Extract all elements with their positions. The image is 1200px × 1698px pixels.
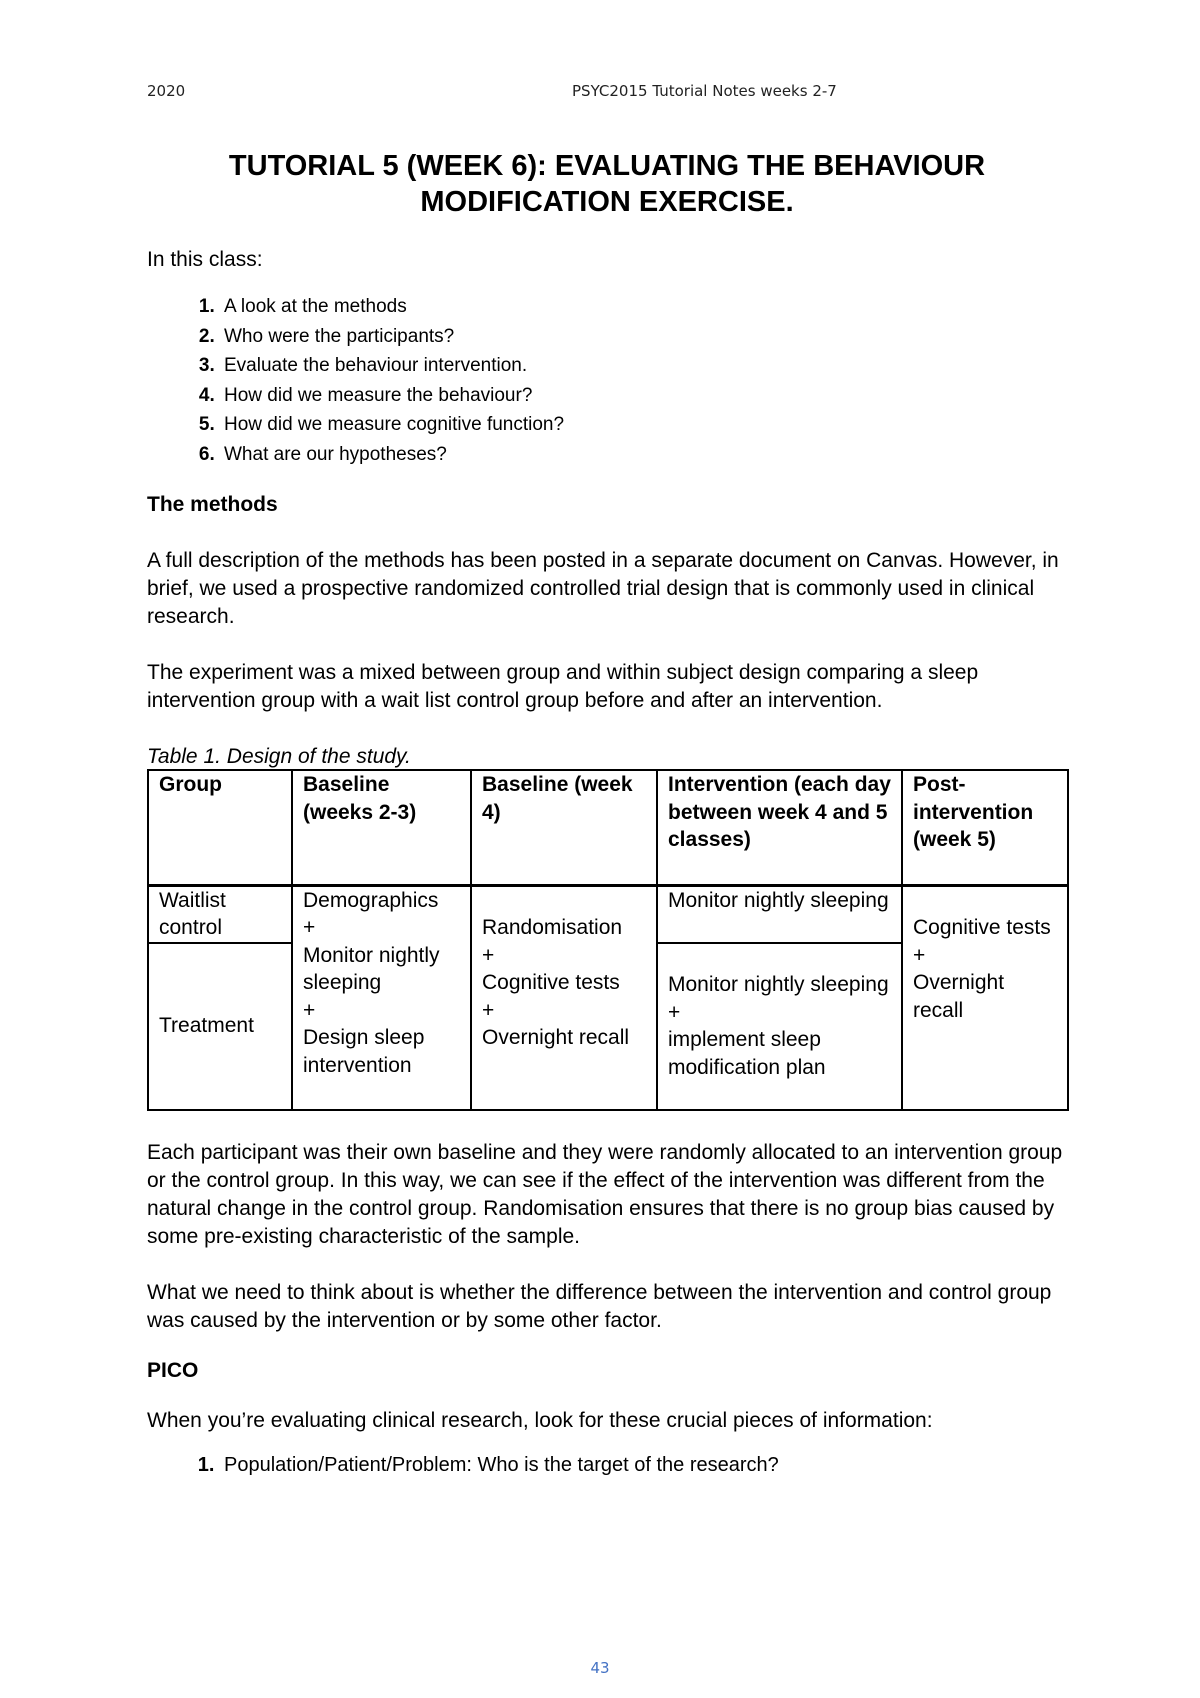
cell-intervention-treatment bbox=[657, 943, 902, 1110]
cell-line: + bbox=[482, 943, 495, 967]
cell-baseline-1 bbox=[292, 885, 471, 1110]
pico-heading: PICO bbox=[147, 1358, 199, 1382]
methods-heading: The methods bbox=[147, 493, 278, 516]
cell-line: Randomisation bbox=[482, 916, 623, 939]
pico-item: 1. Population/Patient/Problem: Who is the target of the research? bbox=[220, 1451, 1067, 1481]
cell-line: Demographics bbox=[303, 888, 439, 912]
cell-line: + bbox=[913, 943, 926, 967]
cell-intervention-waitlist: Monitor nightly sleeping bbox=[657, 885, 902, 943]
cell-baseline-2 bbox=[471, 885, 657, 1110]
pico-intro: When you’re evaluating clinical research, look for these crucial pieces of information: bbox=[147, 1408, 933, 1432]
cell-line: implement sleep modification plan bbox=[668, 1028, 826, 1079]
column-header-group: Group bbox=[148, 770, 292, 885]
agenda-item: 6. What are our hypotheses? bbox=[220, 440, 1067, 470]
pico-list bbox=[147, 1451, 1067, 1481]
page-number: 43 bbox=[590, 1659, 610, 1677]
document-body bbox=[147, 148, 1067, 1480]
column-header-intervention: Intervention (each day between week 4 and 5 classes) bbox=[657, 770, 902, 885]
cell-line: Overnight recall bbox=[482, 1026, 630, 1049]
page-header bbox=[147, 82, 1053, 106]
cell-line: Overnight recall bbox=[913, 971, 1005, 1022]
cell-line: + bbox=[303, 916, 316, 939]
agenda-item: 1. A look at the methods bbox=[220, 292, 1067, 322]
study-design-table bbox=[147, 769, 1069, 1111]
column-header-post-intervention: Post-intervention (week 5) bbox=[902, 770, 1068, 885]
intro-text: In this class: bbox=[147, 248, 263, 271]
design-explanation-paragraph: Each participant was their own baseline and they were randomly allocated to an intervention group or the control group. In this way, we can see if the effect of the intervention was different from the natural change in the control group. Randomisation ensures that there is no group bias caused by some pre-existing characteristic of the sample. bbox=[147, 1140, 1063, 1248]
row-label-waitlist: Waitlist control bbox=[148, 885, 292, 943]
agenda-item: 5. How did we measure cognitive function? bbox=[220, 410, 1067, 440]
agenda-list bbox=[147, 292, 1067, 469]
table-caption: Table 1. Design of the study. bbox=[147, 745, 411, 768]
cell-line: Monitor nightly sleeping bbox=[303, 943, 440, 994]
cell-line: + bbox=[303, 998, 316, 1022]
column-header-baseline-weeks: Baseline (weeks 2-3) bbox=[292, 770, 471, 885]
methods-paragraph-1: A full description of the methods has been posted in a separate document on Canvas. However, in brief, we used a prospective randomized controlled trial design that is commonly used in clinical research. bbox=[147, 549, 1059, 628]
confound-paragraph: What we need to think about is whether the difference between the intervention and control group was caused by the intervention or by some other factor. bbox=[147, 1280, 1052, 1332]
header-year: 2020 bbox=[147, 82, 186, 100]
cell-line: Monitor nightly sleeping bbox=[668, 973, 889, 996]
cell-post-intervention bbox=[902, 885, 1068, 1110]
header-course-title: PSYC2015 Tutorial Notes weeks 2-7 bbox=[572, 82, 837, 100]
row-label-treatment: Treatment bbox=[148, 943, 292, 1110]
cell-line: + bbox=[482, 998, 495, 1022]
column-header-baseline-week4: Baseline (week 4) bbox=[471, 770, 657, 885]
agenda-item: 4. How did we measure the behaviour? bbox=[220, 381, 1067, 411]
agenda-item: 3. Evaluate the behaviour intervention. bbox=[220, 351, 1067, 381]
methods-paragraph-2: The experiment was a mixed between group and within subject design comparing a sleep intervention group with a wait list control group before and after an intervention. bbox=[147, 661, 979, 712]
cell-line: Cognitive tests bbox=[913, 916, 1051, 939]
cell-line: Design sleep intervention bbox=[303, 1026, 425, 1077]
cell-line: + bbox=[668, 1000, 681, 1024]
cell-line: Cognitive tests bbox=[482, 971, 620, 994]
document-title: TUTORIAL 5 (WEEK 6): EVALUATING THE BEHAVIOUR MODIFICATION EXERCISE. bbox=[228, 150, 986, 218]
agenda-item: 2. Who were the participants? bbox=[220, 322, 1067, 352]
